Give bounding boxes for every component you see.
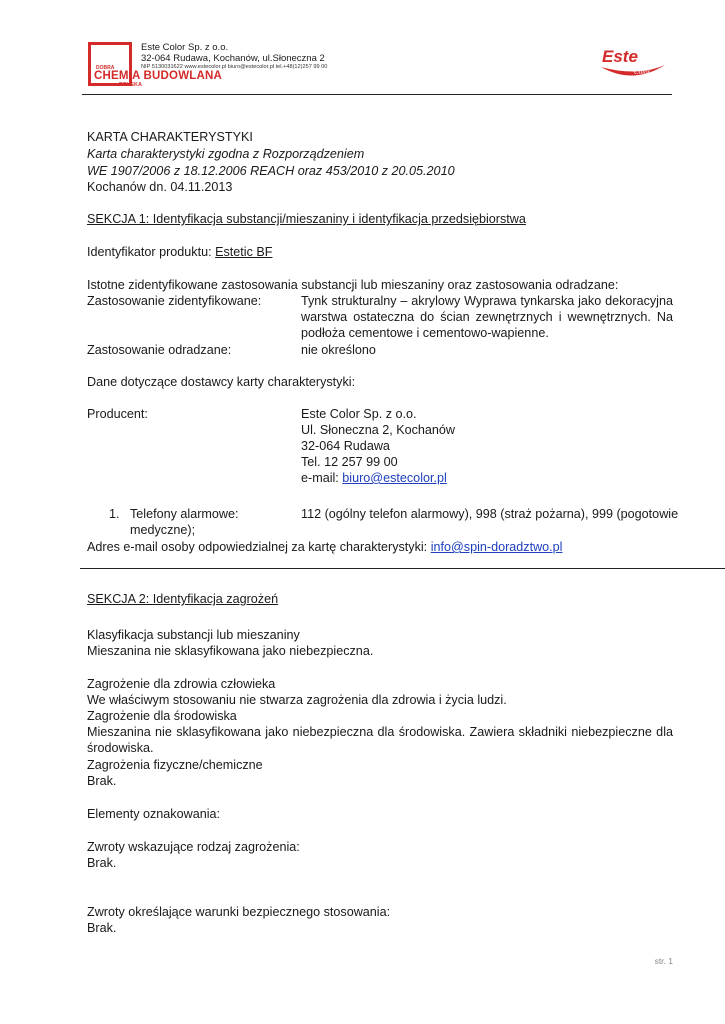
product-identifier: [87, 244, 273, 260]
header-company-address: 32-064 Rudawa, Kochanów, ul.Słoneczna 2: [141, 53, 325, 64]
section-1-heading: SEKCJA 1: Identyfikacja substancji/mieszaniny i identyfikacja przedsiębiorstwa: [87, 212, 526, 226]
responsible-email-label: Adres e-mail osoby odpowiedzialnej za kartę charakterystyki:: [87, 540, 431, 554]
document-subtitle-1: Karta charakterystyki zgodna z Rozporządzeniem: [87, 147, 365, 161]
identified-use-line-3: podłoża cementowe i cementowo-wapienne.: [301, 326, 549, 340]
producer-name: Este Color Sp. z o.o.: [301, 407, 417, 421]
physical-hazard-title: Zagrożenia fizyczne/chemiczne: [87, 758, 263, 772]
producer-label: Producent:: [87, 407, 148, 421]
producer-street: Ul. Słoneczna 2, Kochanów: [301, 423, 456, 437]
uses-intro: Istotne zidentyfikowane zastosowania substancji lub mieszaniny oraz zastosowania odradzane:: [87, 278, 619, 292]
logo-chemia-budowlana-text: CHEMIA BUDOWLANA: [94, 70, 222, 82]
section-2-heading: SEKCJA 2: Identyfikacja zagrożeń: [87, 592, 279, 606]
label-elements-title: Elementy oznakowania:: [87, 807, 221, 821]
physical-hazard-value: Brak.: [87, 774, 117, 788]
alarm-phones: 112 (ogólny telefon alarmowy), 998 (straż pożarna), 999 (pogotowie: [301, 507, 679, 521]
identified-use-line-2: warstwa ostateczna do ścian zewnętrznych i wewnętrznych. Na: [301, 310, 673, 324]
environment-hazard-title: Zagrożenie dla środowiska: [87, 709, 237, 723]
producer-phone: Tel. 12 257 99 00: [301, 455, 398, 469]
product-identifier-label: Identyfikator produktu:: [87, 245, 216, 259]
precautionary-statements-value: Brak.: [87, 921, 117, 935]
producer-email-row: [301, 470, 455, 486]
hazard-statements-title: Zwroty wskazujące rodzaj zagrożenia:: [87, 840, 300, 854]
health-hazard-value: We właściwym stosowaniu nie stwarza zagrożenia dla zdrowia i życia ludzi.: [87, 693, 507, 707]
supplier-intro: Dane dotyczące dostawcy karty charakterystyki:: [87, 375, 356, 389]
environment-hazard-value: [87, 724, 673, 756]
advised-against-value: nie określono: [301, 343, 376, 357]
product-name: Estetic BF: [215, 245, 273, 259]
advised-against-label: Zastosowanie odradzane:: [87, 343, 232, 357]
identified-use-line-1: Tynk strukturalny – akrylowy Wyprawa tynkarska jako dekoracyjna: [301, 294, 673, 308]
responsible-email-link[interactable]: info@spin-doradztwo.pl: [430, 540, 563, 554]
header-company-name: Este Color Sp. z o.o.: [141, 42, 229, 53]
logo-polska-text: POLSKA: [119, 82, 142, 88]
environment-hazard-line-1: Mieszanina nie sklasyfikowana jako niebezpieczna dla środowiska. Zawiera składniki niebezpieczne dla: [87, 725, 673, 739]
identified-use-label: Zastosowanie zidentyfikowane:: [87, 294, 262, 308]
este-color-logo: [598, 45, 668, 85]
producer-email-label: e-mail:: [301, 471, 343, 485]
responsible-email-row: [87, 539, 562, 555]
alarm-number: 1.: [109, 507, 120, 521]
producer-city: 32-064 Rudawa: [301, 439, 390, 453]
alarm-label: Telefony alarmowe:: [130, 507, 239, 521]
classification-title: Klasyfikacja substancji lub mieszaniny: [87, 628, 300, 642]
header-divider: [82, 94, 672, 95]
logo-dobra-text: DOBRA: [96, 65, 115, 71]
este-logo-word: Este: [602, 47, 638, 66]
header-company-contact: NIP 5130031622 www.estecolor.pl biuro@estecolor.pl tel.+48(12)257 99 00: [141, 64, 328, 70]
document-title: KARTA CHARAKTERYSTYKI: [87, 130, 253, 144]
este-logo-color-word: Color: [634, 68, 651, 76]
producer-details: [301, 406, 455, 486]
alarm-label-continued: medyczne);: [130, 523, 196, 537]
section-divider: [80, 568, 725, 569]
producer-email-link[interactable]: biuro@estecolor.pl: [342, 471, 447, 485]
classification-value: Mieszanina nie sklasyfikowana jako niebezpieczna.: [87, 644, 374, 658]
document-date: Kochanów dn. 04.11.2013: [87, 180, 233, 194]
document-subtitle-2: WE 1907/2006 z 18.12.2006 REACH oraz 453/2010 z 20.05.2010: [87, 164, 455, 178]
identified-use-value: [301, 293, 673, 341]
page-number: str. 1: [654, 956, 673, 966]
environment-hazard-line-2: środowiska.: [87, 741, 154, 755]
health-hazard-title: Zagrożenie dla zdrowia człowieka: [87, 677, 276, 691]
este-logo-swoosh: [601, 65, 665, 76]
precautionary-statements-title: Zwroty określające warunki bezpiecznego stosowania:: [87, 905, 391, 919]
hazard-statements-value: Brak.: [87, 856, 117, 870]
